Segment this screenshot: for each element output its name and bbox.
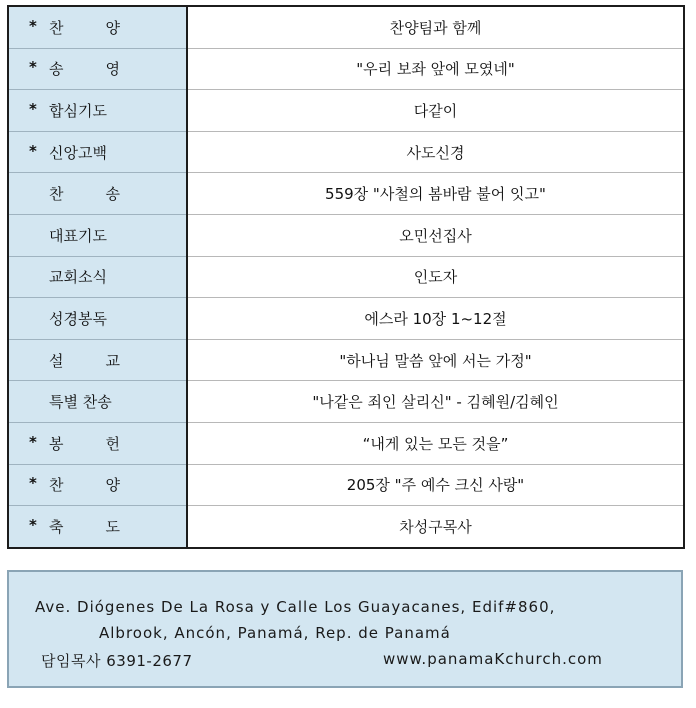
- standing-marker: *: [29, 58, 37, 77]
- program-row: [8, 6, 684, 48]
- standing-marker: *: [29, 515, 37, 534]
- program-item-label-cell: [8, 6, 187, 48]
- program-item-value: 차성구목사: [187, 506, 684, 548]
- program-item-label: 봉헌: [49, 434, 162, 453]
- standing-marker: *: [29, 99, 37, 118]
- program-item-label-cell: [8, 298, 187, 340]
- program-item-value: 에스라 10장 1~12절: [187, 298, 684, 340]
- program-row: [8, 339, 684, 381]
- program-item-label: 축도: [49, 517, 162, 536]
- program-item-label: 송영: [49, 60, 162, 79]
- program-item-label-cell: [8, 131, 187, 173]
- program-item-value: "나같은 죄인 살리신" - 김혜원/김혜인: [187, 381, 684, 423]
- program-row: [8, 131, 684, 173]
- program-item-label-cell: [8, 214, 187, 256]
- program-item-label-cell: [8, 381, 187, 423]
- program-item-value: 사도신경: [187, 131, 684, 173]
- program-item-label: 찬송: [49, 185, 162, 204]
- program-item-value: "우리 보좌 앞에 모였네": [187, 48, 684, 90]
- website-link[interactable]: www.panamaKchurch.com: [383, 650, 603, 668]
- worship-program-table: [7, 5, 685, 549]
- address-line-1: Ave. Diógenes De La Rosa y Calle Los Guayacanes, Edif#860,: [35, 598, 556, 616]
- program-item-label: 합심기도: [49, 101, 107, 120]
- standing-marker: *: [29, 432, 37, 451]
- program-row: [8, 173, 684, 215]
- program-item-label-cell: [8, 422, 187, 464]
- program-item-label: 설교: [49, 351, 162, 370]
- program-item-label: 찬양: [49, 476, 162, 495]
- program-item-value: “내게 있는 모든 것을”: [187, 422, 684, 464]
- program-item-label: 찬양: [49, 18, 162, 37]
- program-row: [8, 506, 684, 548]
- program-item-value: 찬양팀과 함께: [187, 6, 684, 48]
- program-item-label-cell: [8, 90, 187, 132]
- standing-marker: *: [29, 474, 37, 493]
- program-row: [8, 422, 684, 464]
- program-row: [8, 464, 684, 506]
- program-row: [8, 298, 684, 340]
- pastor-phone: 담임목사 6391-2677: [41, 652, 193, 670]
- program-item-value: 559장 "사철의 봄바람 불어 잇고": [187, 173, 684, 215]
- program-item-label: 대표기도: [49, 226, 107, 245]
- program-item-value: 오민선집사: [187, 214, 684, 256]
- program-row: [8, 256, 684, 298]
- program-item-value: 다같이: [187, 90, 684, 132]
- program-item-value: "하나님 말씀 앞에 서는 가정": [187, 339, 684, 381]
- standing-marker: *: [29, 141, 37, 160]
- program-item-label-cell: [8, 464, 187, 506]
- program-item-label-cell: [8, 256, 187, 298]
- address-line-2: Albrook, Ancón, Panamá, Rep. de Panamá: [99, 624, 451, 642]
- program-row: [8, 214, 684, 256]
- program-item-label: 성경봉독: [49, 309, 107, 328]
- program-item-value: 인도자: [187, 256, 684, 298]
- standing-marker: *: [29, 16, 37, 35]
- program-row: [8, 381, 684, 423]
- program-row: [8, 48, 684, 90]
- program-item-label-cell: [8, 506, 187, 548]
- program-item-label: 교회소식: [49, 268, 107, 287]
- program-item-label-cell: [8, 48, 187, 90]
- program-row: [8, 90, 684, 132]
- program-item-value: 205장 "주 예수 크신 사랑": [187, 464, 684, 506]
- program-item-label-cell: [8, 339, 187, 381]
- program-item-label-cell: [8, 173, 187, 215]
- church-info-box: [7, 570, 683, 688]
- program-item-label: 특별 찬송: [49, 393, 112, 412]
- program-item-label: 신앙고백: [49, 143, 107, 162]
